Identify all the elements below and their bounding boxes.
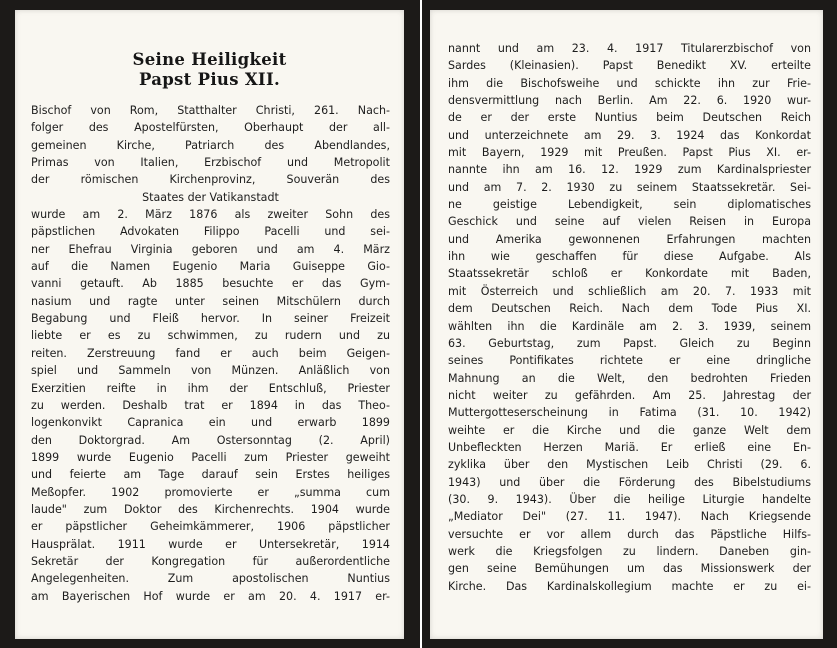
- text-line: nannt und am 23. 4. 1917 Titularerzbischof von: [448, 42, 811, 55]
- text-line: Sekretär der Kongregation für außerordentliche: [31, 554, 390, 568]
- text-line: 63. Geburtstag, zum Papst. Gleich zu Beginn: [448, 336, 811, 350]
- text-line: Primas von Italien, Erzbischof und Metropolit: [31, 156, 390, 170]
- text-line: spiel und Sammeln von Münzen. Anläßlich von: [31, 364, 390, 378]
- text-line: Muttergotteserscheinung in Fatima (31. 10. 1942): [448, 406, 811, 420]
- text-line: logenkonvikt Capranica ein und erwarb 1899: [31, 416, 390, 430]
- text-line: und feierte am Tage darauf sein Erstes heiliges: [31, 468, 390, 482]
- text-line: Exerzitien reifte in ihm der Entschluß, Priester: [31, 381, 390, 395]
- text-line: Mahnung an die Welt, den bedrohten Frieden: [448, 371, 811, 385]
- left-card-page: [15, 10, 404, 639]
- text-line: de er der erste Nuntius beim Deutschen Reich: [448, 111, 811, 125]
- text-line: vanni getauft. Ab 1885 besuchte er das Gym-: [31, 277, 390, 291]
- text-line: Bischof von Rom, Statthalter Christi, 261. Nach-: [31, 104, 390, 117]
- text-line: ihn wie geschaffen für diese Aufgabe. Als: [448, 250, 811, 264]
- text-line: wählten ihn die Kardinäle am 2. 3. 1939, seinem: [448, 319, 811, 333]
- text-line: ner Ehefrau Virginia geboren und am 4. März: [31, 242, 390, 256]
- text-line: ihm die Bischofsweihe und schickte ihn zur Frie-: [448, 76, 811, 90]
- text-line: Staates der Vatikanstadt: [142, 190, 279, 204]
- text-line: folger des Apostelfürsten, Oberhaupt der all-: [31, 121, 390, 135]
- text-line: er päpstlicher Geheimkämmerer, 1906 päpstlicher: [31, 520, 390, 534]
- card-title-line-1: Seine Heiligkeit: [132, 50, 287, 69]
- text-line: päpstlichen Advokaten Filippo Pacelli und sei-: [31, 225, 390, 239]
- text-line: „Mediator Dei" (27. 11. 1947). Nach Kriegsende: [448, 510, 811, 524]
- card-title-line-2: Papst Pius XII.: [138, 70, 281, 89]
- right-card-border: [422, 0, 837, 648]
- text-line: gemeinen Kirche, Patriarch des Abendlandes,: [31, 138, 390, 152]
- text-line: und Amerika gewonnenen Erfahrungen machten: [448, 232, 811, 246]
- text-line: am Bayerischen Hof wurde er am 20. 4. 1917 er-: [31, 589, 390, 603]
- text-line: nannte ihn am 16. 12. 1929 zum Kardinalspriester: [448, 163, 811, 177]
- text-line: densvermittlung nach Berlin. Am 22. 6. 1920 wur-: [448, 94, 811, 108]
- text-line: Unbefleckten Herzen Mariä. Er erließ eine En-: [448, 440, 811, 454]
- text-line: Staatssekretär schloß er Konkordate mit Baden,: [448, 267, 811, 281]
- text-line: versuchte er vor allem durch das Päpstliche Hilfs-: [448, 527, 811, 541]
- text-line: 1899 wurde Eugenio Pacelli zum Priester geweiht: [31, 450, 390, 464]
- text-line: Geschick und seine auf vielen Reisen in Europa: [448, 215, 811, 229]
- text-line: mit Österreich und schließlich am 20. 7. 1933 mit: [448, 284, 811, 298]
- text-line: mit Bayern, 1929 mit Preußen. Papst Pius XI. er-: [448, 146, 811, 160]
- text-line: wurde am 2. März 1876 als zweiter Sohn des: [31, 208, 390, 222]
- text-line: 1943) und über die Förderung des Bibelstudiums: [448, 475, 811, 489]
- text-line: und am 7. 2. 1930 zu seinem Staatssekretär. Sei-: [448, 180, 811, 194]
- text-line: zyklika über den Mystischen Leib Christi (29. 6.: [448, 458, 811, 472]
- text-line: gen seine Bemühungen um das Missionswerk der: [448, 562, 811, 576]
- text-line: nicht weiter zu gefährden. Am 25. Jahrestag der: [448, 388, 811, 402]
- text-line: Begabung und Fleiß hervor. In seiner Freizeit: [31, 312, 390, 326]
- text-line: auf die Namen Eugenio Maria Guiseppe Gio-: [31, 260, 390, 274]
- text-line: Angelegenheiten. Zum apostolischen Nuntius: [31, 572, 390, 586]
- text-line: und unterzeichnete am 29. 3. 1924 das Konkordat: [448, 128, 811, 142]
- text-line: laude" zum Doktor des Kirchenrechts. 1904 wurde: [31, 502, 390, 516]
- text-line: den Doktorgrad. Am Ostersonntag (2. April): [31, 433, 390, 447]
- text-line: seines Pontifikates richtete er eine dringliche: [448, 354, 811, 368]
- text-line: Hausprälat. 1911 wurde er Untersekretär, 1914: [31, 537, 390, 551]
- text-line: Meßopfer. 1902 promovierte er „summa cum: [31, 485, 390, 499]
- text-line: Kirche. Das Kardinalskollegium machte er zu ei-: [448, 579, 811, 593]
- text-line: werk die Kriegsfolgen zu lindern. Daneben gin-: [448, 544, 811, 558]
- text-line: Sardes (Kleinasien). Papst Benedikt XV. erteilte: [448, 59, 811, 73]
- text-line: nasium und ragte unter seinen Mitschülern durch: [31, 294, 390, 308]
- text-line: der römischen Kirchenprovinz, Souverän des: [31, 173, 390, 187]
- right-card-text: [430, 10, 823, 595]
- right-card-page: [430, 10, 823, 639]
- text-line: zu werden. Deshalb trat er 1894 in das Theo-: [31, 398, 390, 412]
- left-card-text: [15, 102, 404, 605]
- text-line: (30. 9. 1943). Über die heilige Liturgie handelte: [448, 492, 811, 506]
- text-line: weihte er die Kirche und die ganze Welt dem: [448, 423, 811, 437]
- text-line: ne geistige Lebendigkeit, sein diplomatisches: [448, 198, 811, 212]
- text-line: reiten. Zerstreuung fand er auch beim Geigen-: [31, 346, 390, 360]
- text-line: liebte er es zu schwimmen, zu rudern und zu: [31, 329, 390, 343]
- text-line: dem Deutschen Reich. Nach dem Tode Pius XI.: [448, 302, 811, 316]
